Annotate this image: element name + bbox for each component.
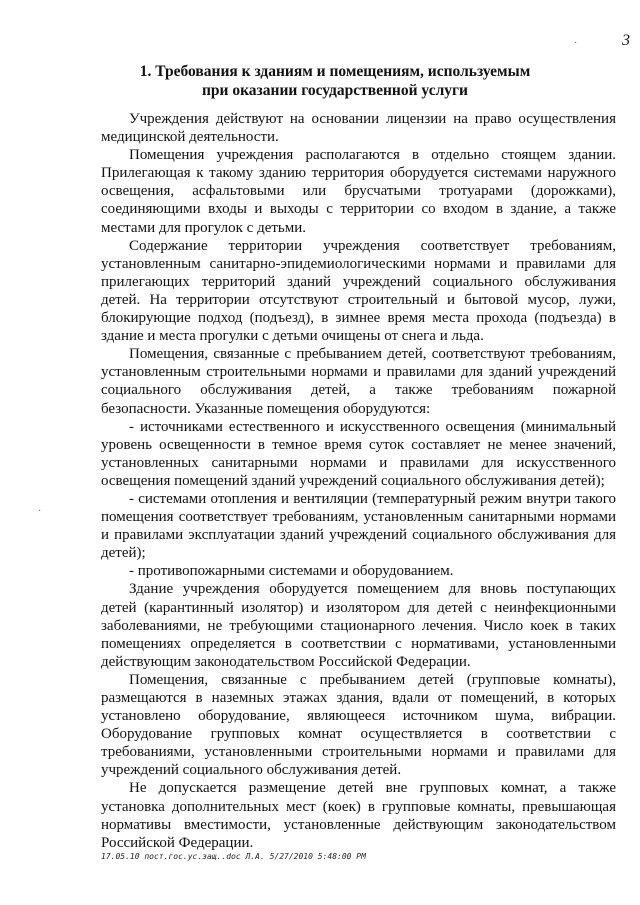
paragraph-isolator: Здание учреждения оборудуется помещением для вновь поступающих детей (карантинный изолятор) и изолятором для детей с неинфекционными заболеваниями, не требующими стационарного лечения. Число коек в таких помещениях определяется в соответствии с нормативами, установленными действующим законодательством Российской Федерации. (101, 581, 616, 670)
list-item-lighting: - источниками естественного и искусственного освещения (минимальный уровень освещенности в темное время суток составляет не менее значений, установленных санитарными нормами и правилами для искусственного освещения помещений зданий учреждений социального обслуживания детей); (101, 418, 616, 489)
paragraph-license: Учреждения действуют на основании лицензии на право осуществления медицинской деятельности. (101, 111, 616, 146)
paragraph-building: Помещения учреждения располагаются в отдельно стоящем здании. Прилегающая к такому зданию территория оборудуется системами наружного освещения, асфальтовыми или брусчатыми тротуарами (дорожками), соединяющими входы и выходы с территории со входом в здание, а также местами для прогулок с детьми. (101, 147, 616, 236)
paragraph-premises-requirements: Помещения, связанные с пребыванием детей, соответствуют требованиям, установленным строительными нормами и правилами для зданий учреждений социального обслуживания детей, а также требованиям пожарной безопасности. Указанные помещения оборудуются: (101, 346, 616, 417)
paragraph-placement-restrictions: Не допускается размещение детей вне групповых комнат, а также установка дополнительных мест (коек) в групповые комнаты, превышающая нормативы вместимости, установленные действующим законодательством Российской Федерации. (101, 780, 616, 851)
section-heading-line-2: при оказании государственной услуги (202, 82, 468, 99)
scan-speck: · (574, 38, 578, 49)
section-heading (100, 62, 570, 100)
list-item-heating: - системами отопления и вентиляции (температурный режим внутри такого помещения соответствует требованиям, установленным санитарными нормами и правилами эксплуатации зданий учреждений социального обслуживания для детей); (101, 490, 616, 562)
scan-speck: · (38, 506, 42, 517)
list-item-fire-systems: - противопожарными системами и оборудованием. (129, 563, 454, 580)
paragraph-group-rooms: Помещения, связанные с пребыванием детей (групповые комнаты), размещаются в наземных этажах здания, вдали от помещений, в которых установлено оборудование, являющееся источником шума, вибрации. Оборудование групповых комнат осуществляется в соответствии с требованиями, установленными строительными нормами и правилами для учреждений социального обслуживания детей. (101, 671, 616, 779)
section-heading-line-1: 1. Требования к зданиям и помещениям, используемым (139, 63, 531, 80)
page-number: 3 (622, 32, 630, 49)
paragraph-territory: Содержание территории учреждения соответствует требованиям, установленным санитарно-эпидемиологическими нормами и правилами для прилегающих территорий зданий учреждений социального обслуживания детей. На территории отсутствуют строительный и бытовой мусор, лужи, блокирующие подход (подъезд), в зимнее время места прохода (подъезда) в здание и места прогулки с детьми очищены от снега и льда. (101, 237, 616, 345)
document-body (101, 110, 616, 852)
document-footer: 17.05.10 пост.гос.ус.защ..doc Л.А. 5/27/2010 5:48:00 PM (101, 852, 366, 861)
